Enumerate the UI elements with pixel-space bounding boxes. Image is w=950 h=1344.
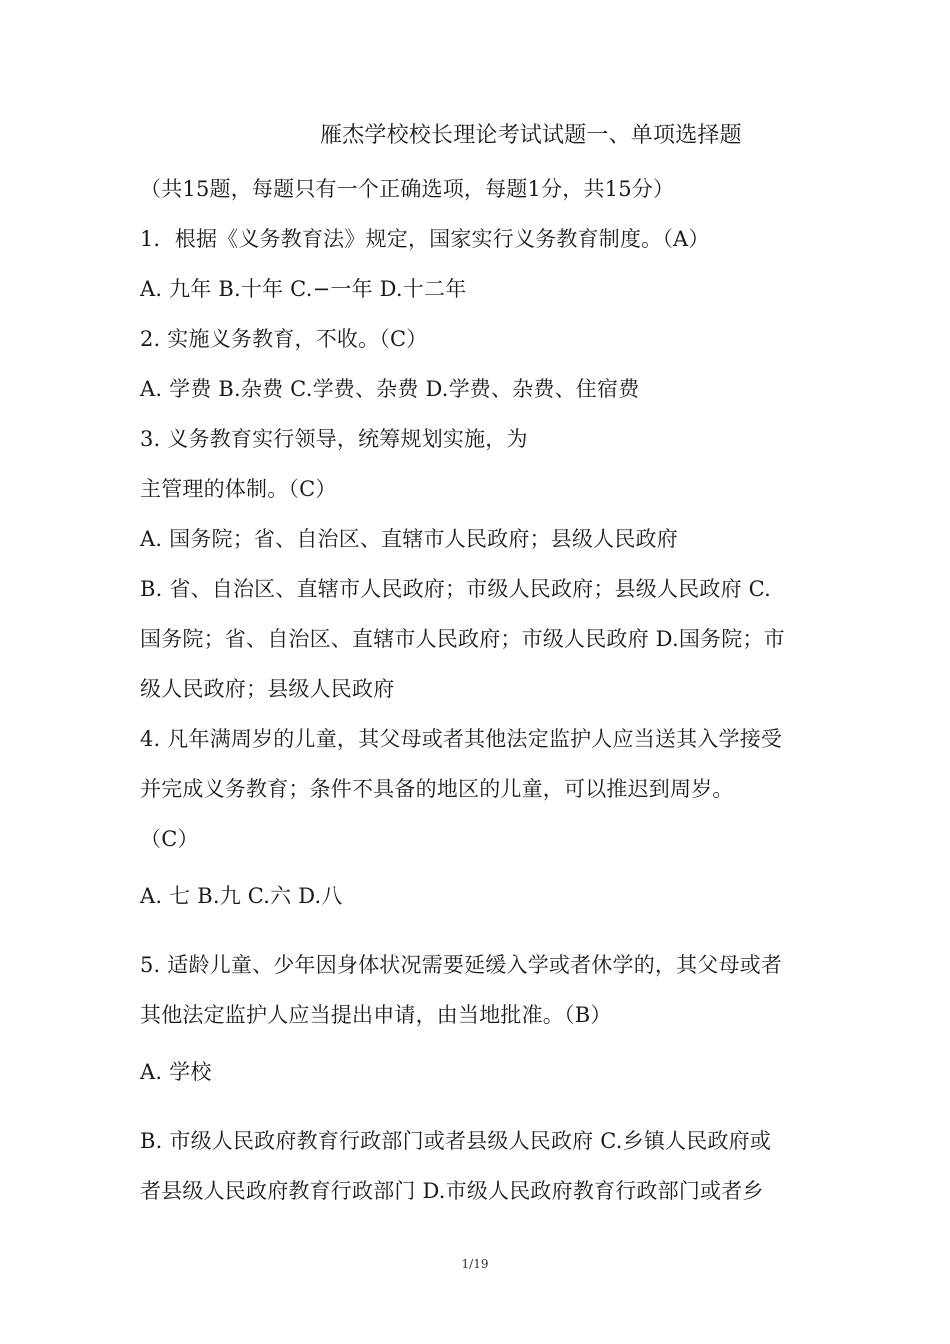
question-5-option-c: 者县级人民政府教育行政部门 D.市级人民政府教育行政部门或者乡 bbox=[140, 1179, 764, 1203]
question-3-cont: 主管理的体制。（C） bbox=[140, 477, 337, 501]
page-number: 1/19 bbox=[461, 1257, 489, 1271]
question-3-option-a: A. 国务院；省、自治区、直辖市人民政府；县级人民政府 bbox=[140, 527, 678, 551]
question-1-options: A. 九年 B.十年 C.−一年 D.十二年 bbox=[140, 277, 467, 301]
document-title: 雁杰学校校长理论考试试题一、单项选择题 bbox=[320, 123, 742, 148]
question-5-option-b: B. 市级人民政府教育行政部门或者县级人民政府 C.乡镇人民政府或 bbox=[140, 1129, 772, 1153]
question-5-option-a: A. 学校 bbox=[140, 1060, 212, 1084]
question-4: 4. 凡年满周岁的儿童，其父母或者其他法定监护人应当送其入学接受 bbox=[140, 727, 783, 751]
question-4-cont: 并完成义务教育；条件不具备的地区的儿童，可以推迟到周岁。 bbox=[140, 777, 734, 801]
question-4-options: A. 七 B.九 C.六 D.八 bbox=[140, 884, 343, 908]
question-2: 2. 实施义务教育，不收。（C） bbox=[140, 327, 428, 351]
question-3-option-b: B. 省、自治区、直辖市人民政府；市级人民政府；县级人民政府 C. bbox=[140, 577, 772, 601]
question-3-option-c: 国务院；省、自治区、直辖市人民政府；市级人民政府 D.国务院；市 bbox=[140, 627, 785, 651]
question-3-option-d: 级人民政府；县级人民政府 bbox=[140, 677, 395, 701]
instructions-line: （共15题，每题只有一个正确选项，每题1分，共15分） bbox=[140, 177, 675, 201]
question-1: 1．根据《义务教育法》规定，国家实行义务教育制度。（A） bbox=[140, 227, 710, 251]
question-3: 3. 义务教育实行领导，统筹规划实施，为 bbox=[140, 427, 528, 451]
question-2-options: A. 学费 B.杂费 C.学费、杂费 D.学费、杂费、住宿费 bbox=[140, 377, 640, 401]
question-5: 5. 适龄儿童、少年因身体状况需要延缓入学或者休学的，其父母或者 bbox=[140, 953, 783, 977]
question-4-answer: （C） bbox=[140, 827, 199, 851]
question-5-cont: 其他法定监护人应当提出申请，由当地批准。（B） bbox=[140, 1003, 612, 1027]
